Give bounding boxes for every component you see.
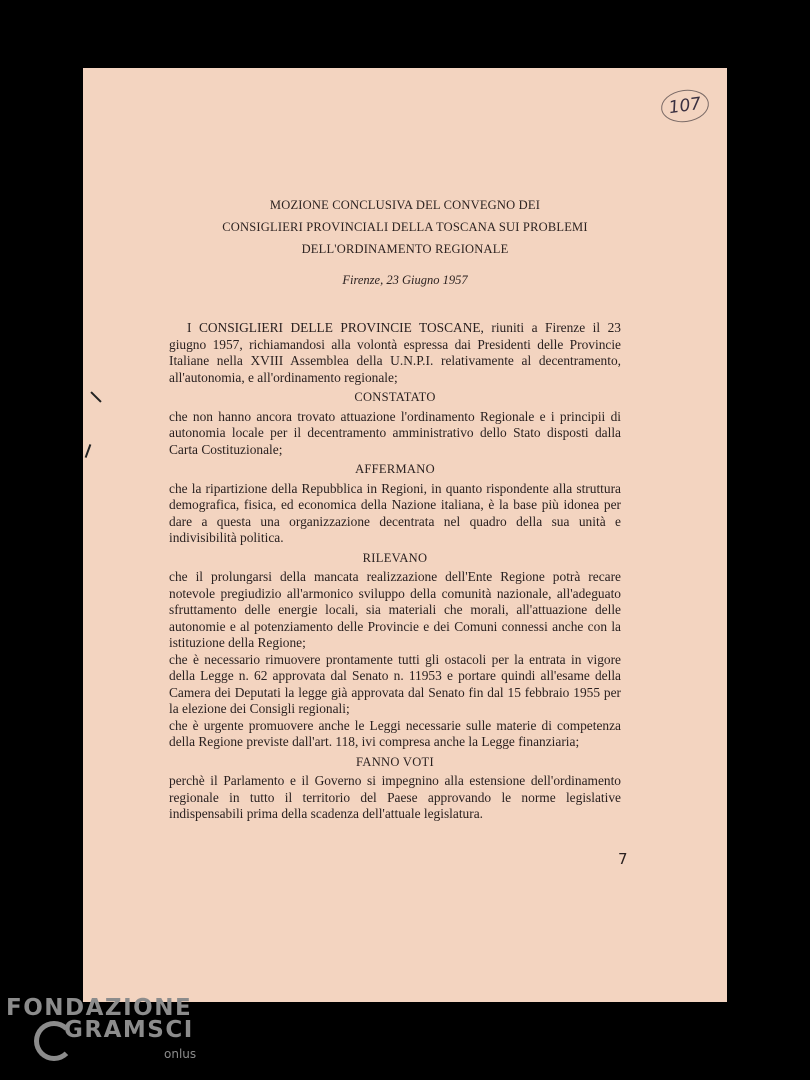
paragraph: che la ripartizione della Repubblica in Regioni, in quanto rispondente alla struttura demografica, fisica, ed economica della Nazione italiana, è la base più idonea per dare a questa una organizzazione decentrata nel quadro della sua unità e indivisibilità politica.: [169, 480, 621, 545]
dateline: Firenze, 23 Giugno 1957: [342, 273, 468, 287]
heading-rilevano: RILEVANO: [362, 550, 428, 565]
title-line-2: CONSIGLIERI PROVINCIALI DELLA TOSCANA SUI PROBLEMI: [222, 220, 588, 234]
watermark-line-3: onlus: [164, 1047, 197, 1061]
heading-affermano: AFFERMANO: [355, 462, 435, 476]
paragraph: che è necessario rimuovere prontamente tutti gli ostacoli per la entrata in vigore della Legge n. 62 approvata dal Senato n. 11953 e portare quindi all'esame della Camera dei Deputati la legge già approvata dal Senato fin dal 15 febbraio 1955 per la elezione dei Consigli regionali;: [169, 651, 621, 716]
watermark-line-1: FONDAZIONE: [6, 995, 193, 1021]
heading-fanno-voti: FANNO VOTI: [356, 754, 434, 769]
paragraph: che il prolungarsi della mancata realizzazione dell'Ente Regione potrà recare notevole pregiudizio all'armonico sviluppo della comunità nazionale, all'adeguato sfruttamento delle energie locali, sia materiali che morali, all'attuazione delle autonomie e al potenziamento delle Provincie e dei Comuni connessi anche con la istituzione della Regione;: [169, 569, 621, 650]
title-line-1: MOZIONE CONCLUSIVA DEL CONVEGNO DEI: [269, 198, 541, 212]
folio-number-stamp: 107: [659, 87, 711, 125]
page-number: 7: [618, 850, 628, 868]
paragraph: che non hanno ancora trovato attuazione l'ordinamento Regionale e i principii di autonomia locale per il decentramento amministrativo dello Stato disposti dalla Carta Costituzionale;: [169, 408, 621, 457]
paragraph: che è urgente promuovere anche le Leggi necessarie sulle materie di competenza della Regione previste dall'art. 118, ivi compresa anche la Legge finanziaria;: [169, 717, 621, 749]
heading-constatato: CONSTATATO: [354, 390, 436, 404]
fondazione-gramsci-watermark: [6, 995, 197, 1061]
document-page: [83, 68, 727, 1002]
title-line-3: DELL'ORDINAMENTO REGIONALE: [301, 242, 509, 256]
motion-body: [169, 320, 621, 823]
watermark-line-2: GRAMSCI: [64, 1017, 194, 1043]
intro-paragraph: I CONSIGLIERI DELLE PROVINCIE TOSCANE, riuniti a Firenze il 23 giugno 1957, richiamandosi alla volontà espressa dai Presidenti delle Provincie Italiane nella XVIII Assemblea della U.N.P.I. relativamente al decentramento, all'autonomia, e all'ordinamento regionale;: [169, 320, 621, 385]
paragraph: perchè il Parlamento e il Governo si impegnino alla estensione dell'ordinamento regionale in tutto il territorio del Paese approvando le norme legislative indispensabili prima della scadenza dell'attuale legislatura.: [169, 773, 621, 821]
